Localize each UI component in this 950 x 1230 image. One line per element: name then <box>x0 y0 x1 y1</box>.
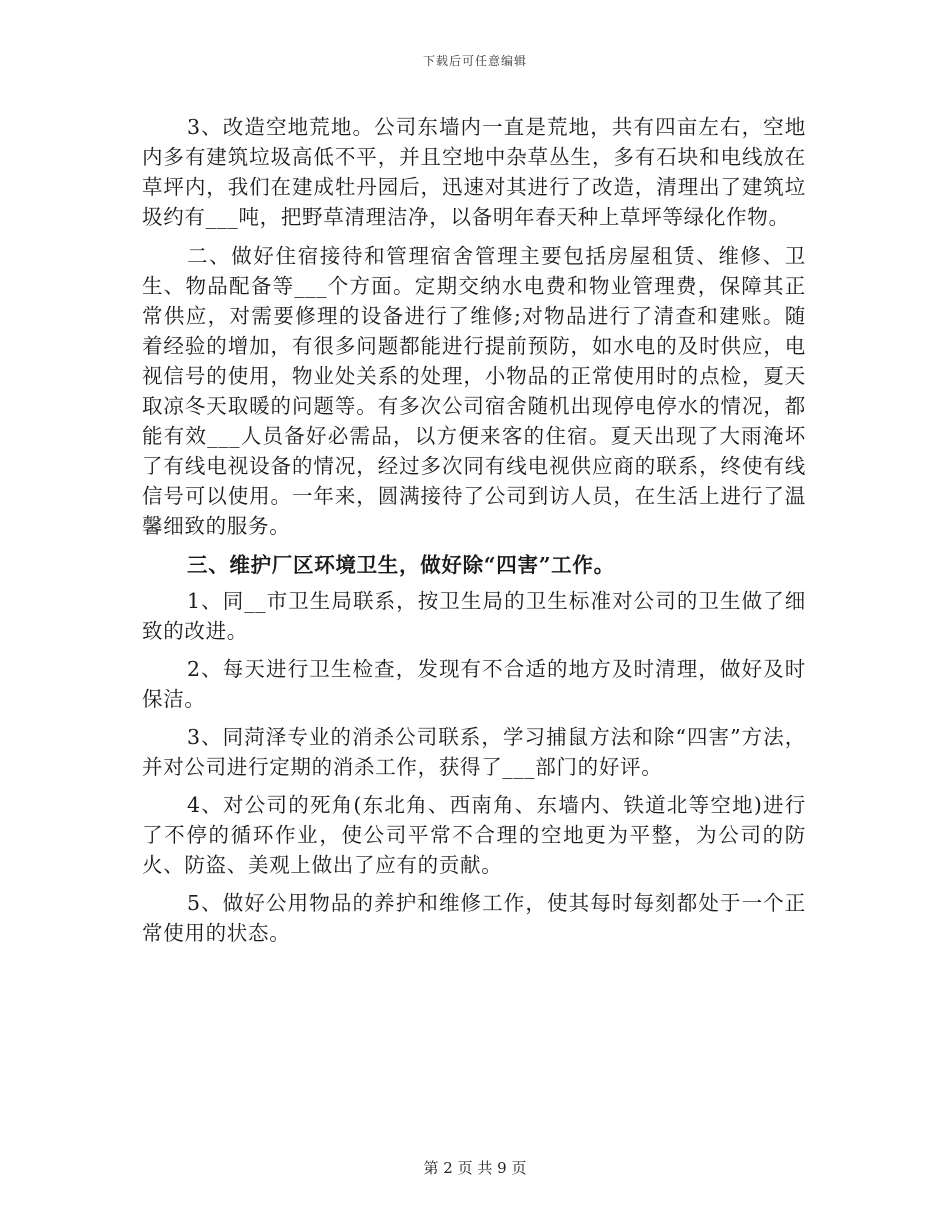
paragraph-renovate-wasteland: 3、改造空地荒地。公司东墙内一直是荒地，共有四亩左右，空地内多有建筑垃圾高低不平，并且空地中杂草丛生，多有石块和电线放在草坪内，我们在建成牡丹园后，迅速对其进行了改造，清理出了建筑垃圾约有___吨，把野草清理洁净，以备明年春天种上草坪等绿化作物。 <box>142 115 806 229</box>
paragraph-daily-inspection: 2、每天进行卫生检查，发现有不合适的地方及时清理，做好及时保洁。 <box>142 657 806 711</box>
paragraph-accommodation-management: 二、做好住宿接待和管理宿舍管理主要包括房屋租赁、维修、卫生、物品配备等___个方面。定期交纳水电费和物业管理费，保障其正常供应，对需要修理的设备进行了维修;对物品进行了清查和建账。随着经验的增加，有很多问题都能进行提前预防，如水电的及时供应，电视信号的使用，物业处关系的处理，小物品的正常使用时的点检，夏天取凉冬天取暖的问题等。有多次公司宿舍随机出现停电停水的情况，都能有效___人员备好必需品，以方便来客的住宿。夏天出现了大雨淹坏了有线电视设备的情况，经过多次同有线电视供应商的联系，终使有线信号可以使用。一年来，圆满接待了公司到访人员，在生活上进行了温馨细致的服务。 <box>142 244 806 538</box>
document-body <box>142 112 806 956</box>
paragraph-public-goods: 5、做好公用物品的养护和维修工作，使其每时每刻都处于一个正常使用的状态。 <box>142 891 806 945</box>
paragraph-health-bureau: 1、同__市卫生局联系，按卫生局的卫生标准对公司的卫生做了细致的改进。 <box>142 589 806 643</box>
header-note: 下载后可任意编辑 <box>422 54 527 68</box>
paragraph-dead-corners: 4、对公司的死角(东北角、西南角、东墙内、铁道北等空地)进行了不停的循环作业，使公司平常不合理的空地更为平整，为公司的防火、防盗、美观上做出了应有的贡献。 <box>142 793 806 877</box>
page-number: 第 2 页 共 9 页 <box>423 1159 527 1177</box>
paragraph-pest-control: 3、同菏泽专业的消杀公司联系，学习捕鼠方法和除“四害”方法，并对公司进行定期的消杀工作，获得了___部门的好评。 <box>142 725 806 779</box>
section-heading-sanitation: 三、维护厂区环境卫生，做好除“四害”工作。 <box>187 553 615 577</box>
